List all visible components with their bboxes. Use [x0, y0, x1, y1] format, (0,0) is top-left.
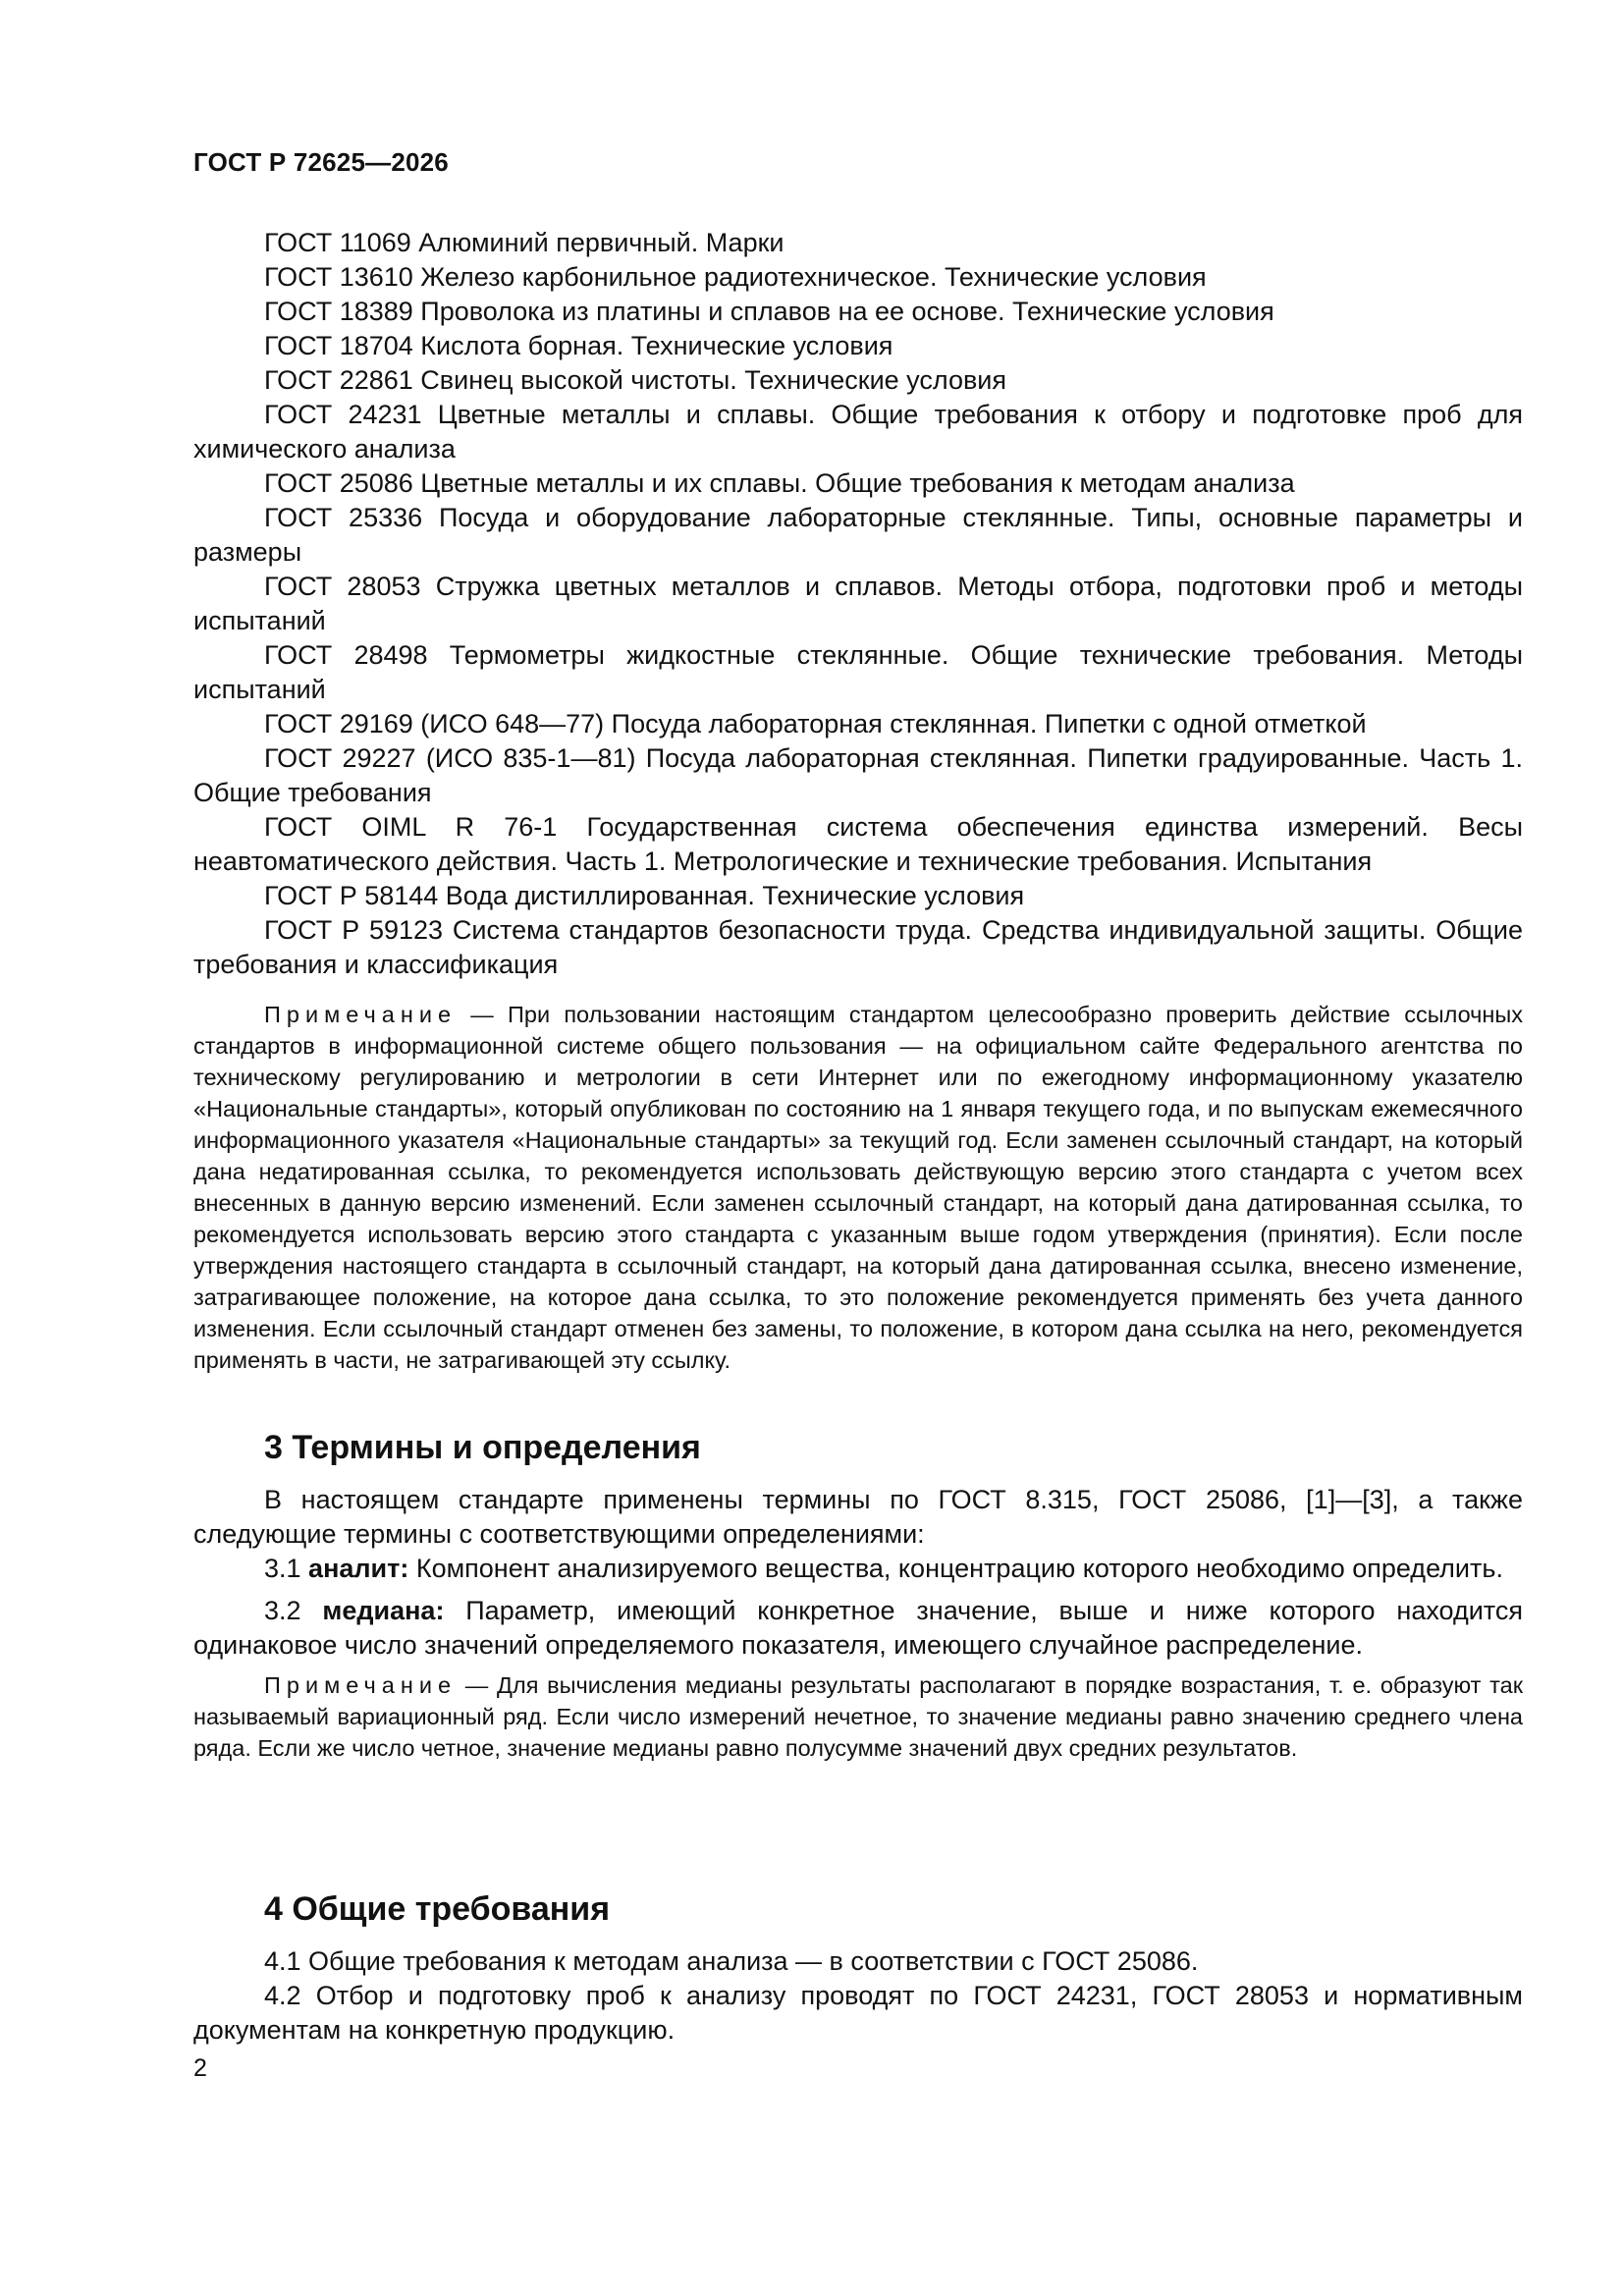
- term-number: 3.2: [264, 1596, 323, 1625]
- term-number: 3.1: [264, 1554, 309, 1583]
- references-note: [193, 999, 1523, 1376]
- reference-item: ГОСТ OIML R 76-1 Государственная система обеспечения единства измерений. Весы неавтоматического действия. Часть 1. Метрологические и технические требования. Испытания: [193, 812, 1523, 876]
- reference-item: ГОСТ 11069 Алюминий первичный. Марки: [264, 228, 784, 257]
- section-3-body: [193, 1483, 1523, 1663]
- section-4-paragraph: 4.2 Отбор и подготовку проб к анализу проводят по ГОСТ 24231, ГОСТ 28053 и нормативным документам на конкретную продукцию.: [193, 1981, 1523, 2045]
- section-3-title: 3 Термины и определения: [264, 1429, 701, 1466]
- term-median: [193, 1594, 1523, 1663]
- term-name: медиана:: [322, 1596, 445, 1625]
- reference-item: ГОСТ 24231 Цветные металлы и сплавы. Общие требования к отбору и подготовке проб для химического анализа: [193, 400, 1523, 464]
- reference-item: ГОСТ Р 59123 Система стандартов безопасности труда. Средства индивидуальной защиты. Общие требования и классификация: [193, 915, 1523, 979]
- reference-item: ГОСТ 25086 Цветные металлы и их сплавы. Общие требования к методам анализа: [264, 468, 1295, 498]
- note-text: — Для вычисления медианы результаты располагают в порядке возрастания, т. е. образуют так называемый вариационный ряд. Если число измерений нечетное, то значение медианы равно значению среднего члена ряда. Если же число четное, значение медианы равно полусумме значений двух средних результатов.: [193, 1672, 1523, 1761]
- reference-item: ГОСТ 18389 Проволока из платины и сплавов на ее основе. Технические условия: [264, 297, 1274, 326]
- note-label: Примечание: [264, 1672, 458, 1698]
- reference-item: ГОСТ 13610 Железо карбонильное радиотехническое. Технические условия: [264, 262, 1207, 292]
- document-header: ГОСТ Р 72625—2026: [193, 147, 449, 177]
- section-4-body: [193, 1944, 1523, 2048]
- term-analyte: [193, 1552, 1523, 1586]
- section-4-paragraph: 4.1 Общие требования к методам анализа — в соответствии с ГОСТ 25086.: [264, 1946, 1199, 1976]
- section-3-intro: В настоящем стандарте применены термины по ГОСТ 8.315, ГОСТ 25086, [1]—[3], а также следующие термины с соответствующими определениями:: [193, 1485, 1523, 1549]
- reference-item: ГОСТ 28053 Стружка цветных металлов и сплавов. Методы отбора, подготовки проб и методы испытаний: [193, 572, 1523, 635]
- reference-item: ГОСТ 22861 Свинец высокой чистоты. Технические условия: [264, 365, 1006, 395]
- reference-item: ГОСТ 29169 (ИСО 648—77) Посуда лабораторная стеклянная. Пипетки с одной отметкой: [264, 709, 1367, 738]
- reference-item: ГОСТ 25336 Посуда и оборудование лабораторные стеклянные. Типы, основные параметры и размеры: [193, 503, 1523, 567]
- term-name: аналит:: [308, 1554, 409, 1583]
- reference-item: ГОСТ 28498 Термометры жидкостные стеклянные. Общие технические требования. Методы испытаний: [193, 640, 1523, 704]
- reference-item: ГОСТ Р 58144 Вода дистиллированная. Технические условия: [264, 881, 1025, 910]
- reference-item: ГОСТ 18704 Кислота борная. Технические условия: [264, 331, 893, 360]
- normative-references-list: [193, 226, 1523, 982]
- note-label: Примечание: [264, 1002, 458, 1027]
- term-definition: Компонент анализируемого вещества, концентрацию которого необходимо определить.: [408, 1554, 1503, 1583]
- reference-item: ГОСТ 29227 (ИСО 835-1—81) Посуда лабораторная стеклянная. Пипетки градуированные. Часть 1. Общие требования: [193, 743, 1523, 807]
- median-note: [193, 1669, 1523, 1764]
- term-definition: Параметр, имеющий конкретное значение, выше и ниже которого находится одинаковое число значений определяемого показателя, имеющего случайное распределение.: [193, 1596, 1523, 1660]
- note-text: — При пользовании настоящим стандартом целесообразно проверить действие ссылочных стандартов в информационной системе общего пользования — на официальном сайте Федерального агентства по техническому регулированию и метрологии в сети Интернет или по ежегодному информационному указателю «Национальные стандарты», который опубликован по состоянию на 1 января текущего года, и по выпускам ежемесячного информационного указателя «Национальные стандарты» за текущий год. Если заменен ссылочный стандарт, на который дана недатированная ссылка, то рекомендуется использовать действующую версию этого стандарта с учетом всех внесенных в данную версию изменений. Если заменен ссылочный стандарт, на который дана датированная ссылка, то рекомендуется использовать версию этого стандарта с указанным выше годом утверждения (принятия). Если после утверждения настоящего стандарта в ссылочный стандарт, на который дана датированная ссылка, внесено изменение, затрагивающее положение, на которое дана ссылка, то это положение рекомендуется применять без учета данного изменения. Если ссылочный стандарт отменен без замены, то положение, в котором дана ссылка на него, рекомендуется применять в части, не затрагивающей эту ссылку.: [193, 1002, 1523, 1373]
- section-4-title: 4 Общие требования: [264, 1890, 611, 1928]
- page-number: 2: [193, 2054, 207, 2082]
